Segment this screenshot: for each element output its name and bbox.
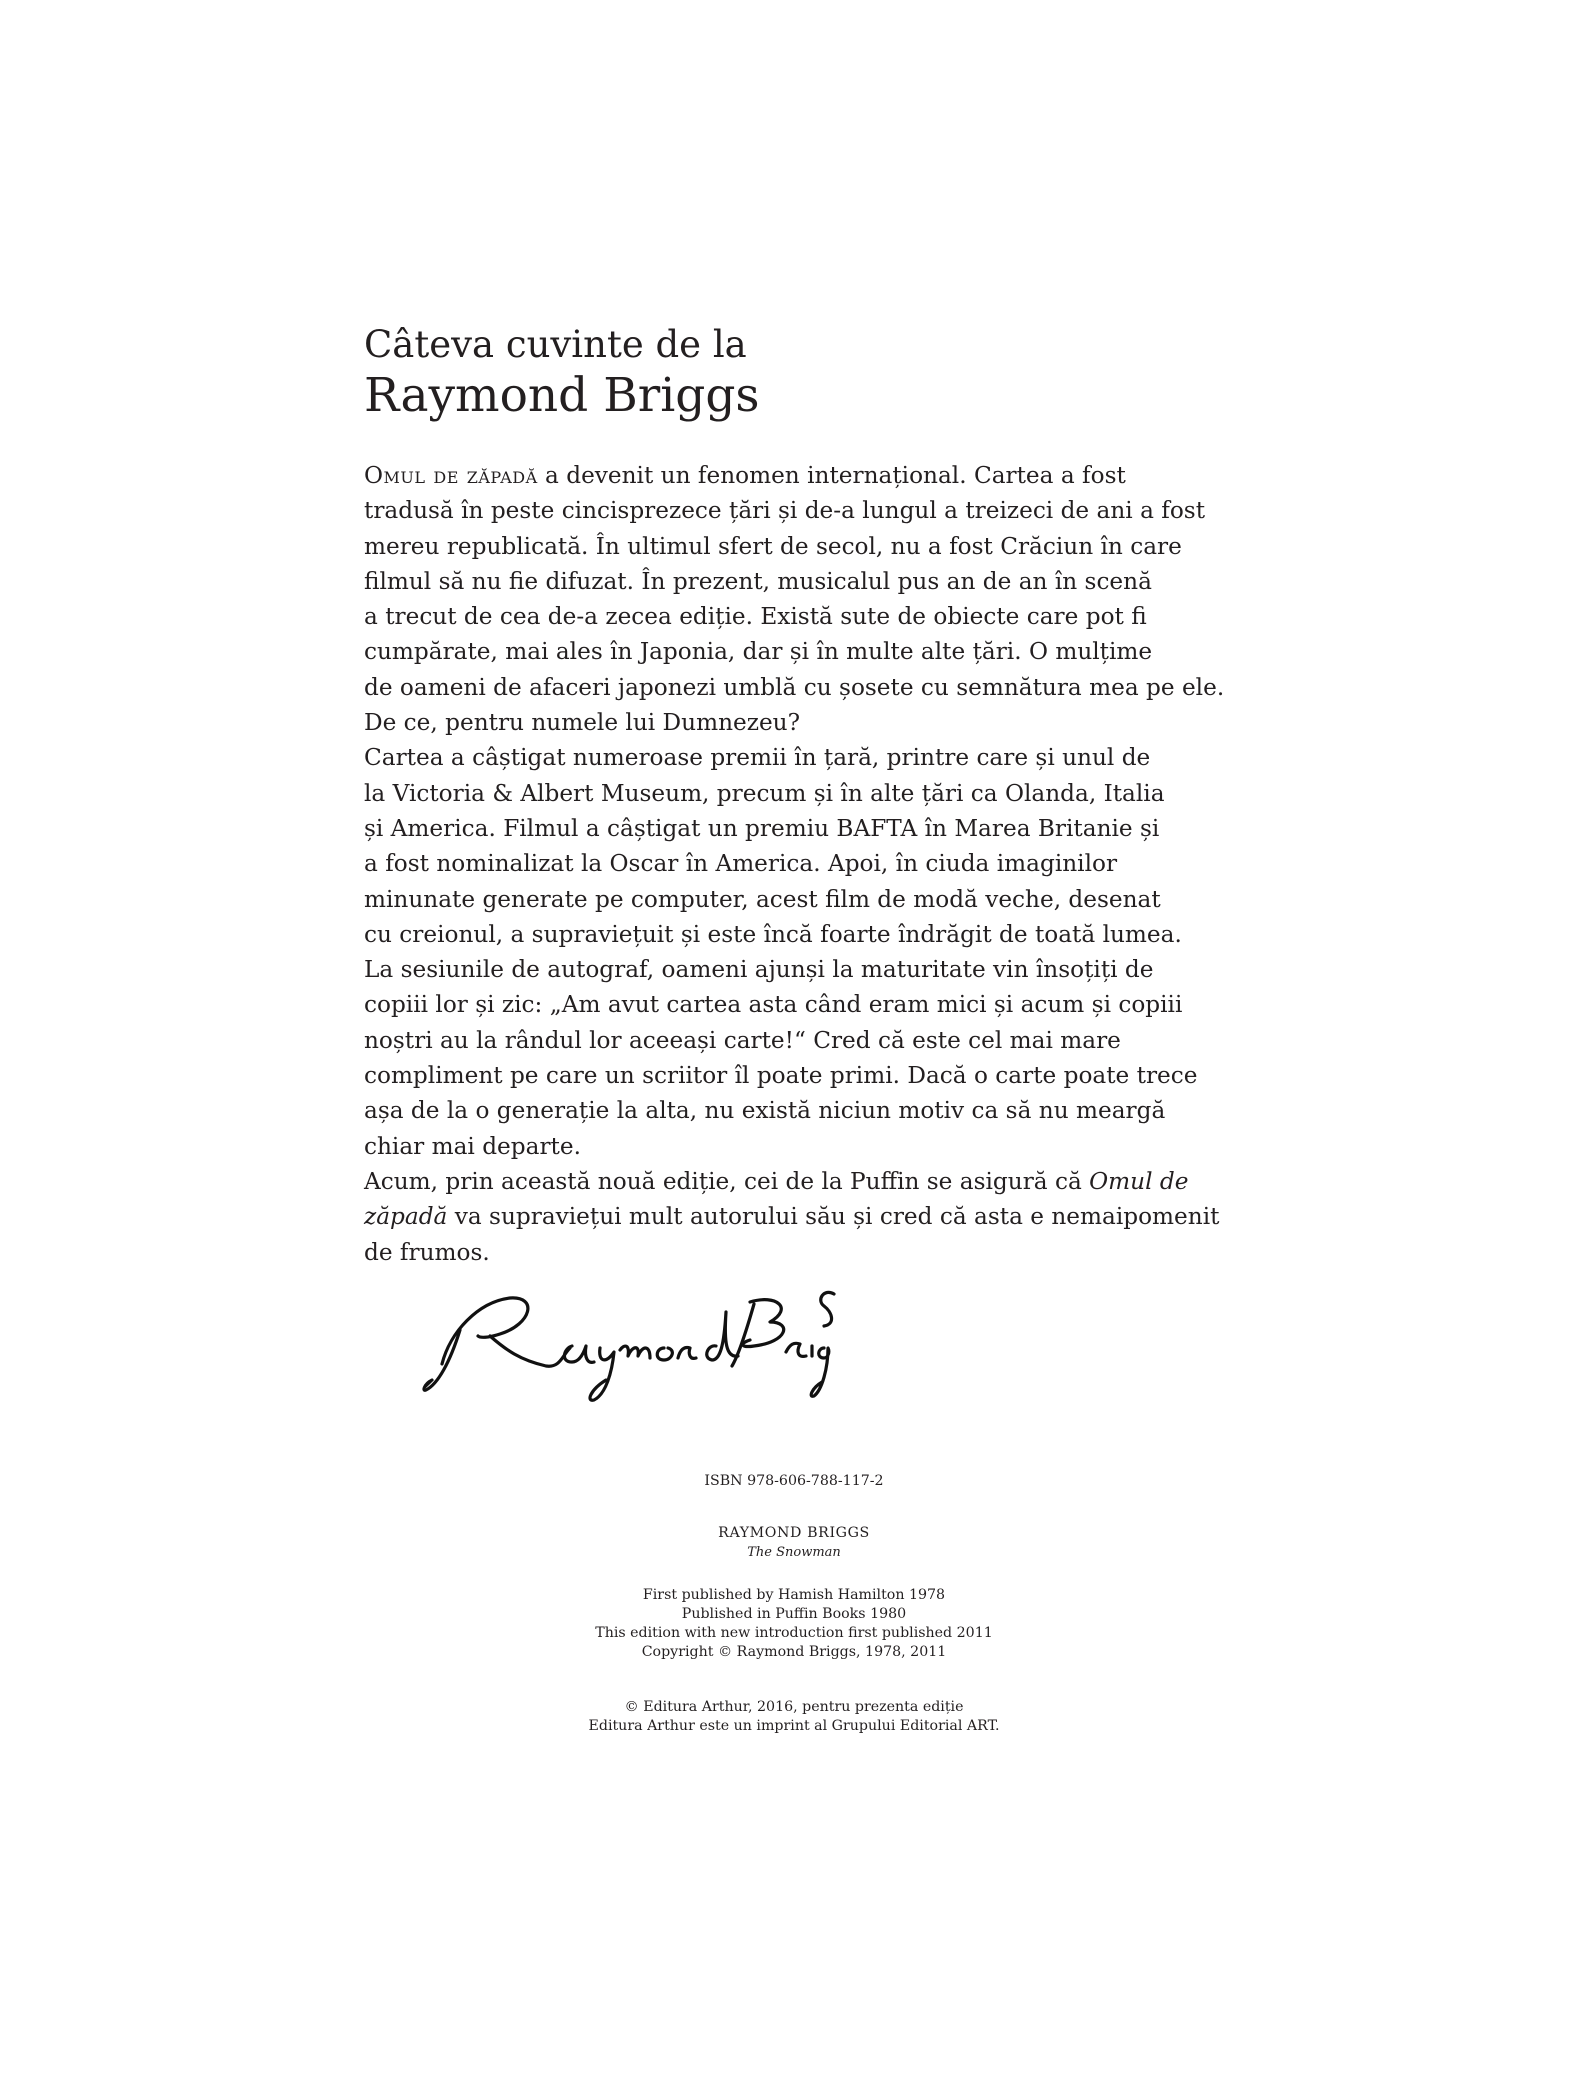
publication-line: This edition with new introduction first published 2011 [595,1625,993,1641]
heading-prefix: Câteva cuvinte de la [364,323,747,366]
introduction-section [364,322,1244,1270]
heading-author-name: Raymond Briggs [364,368,760,423]
text-line: și America. Filmul a câștigat un premiu BAFTA în Marea Britanie și [364,814,1160,842]
publication-line: First published by Hamish Hamilton 1978 [642,1587,946,1603]
text-line: De ce, pentru numele lui Dumnezeu? [364,709,801,737]
text-fragment: va supraviețui mult autorului său și cred că asta e nemaipomenit [447,1203,1220,1231]
isbn-block [0,1472,1588,1491]
text-fragment: a devenit un fenomen internațional. Cartea a fost [537,462,1126,489]
text-fragment: Acum, prin această nouă ediție, cei de la Puffin se asigură că [364,1167,1090,1195]
text-line: la Victoria & Albert Museum, precum și în alte țări ca Olanda, Italia [364,779,1165,807]
text-line: tradusă în peste cincisprezece țări și de-a lungul a treizeci de ani a fost [364,497,1206,525]
publisher-line: © Editura Arthur, 2016, pentru prezenta ediție [624,1699,964,1715]
text-line: mereu republicată. În ultimul sfert de secol, nu a fost Crăciun în care [364,532,1182,560]
text-line: cu creionul, a supraviețuit și este încă foarte îndrăgit de toată lumea. [364,920,1182,948]
book-title-small-caps: Omul de zăpadă [364,462,538,489]
author-title-block [0,1524,1588,1562]
text-line: Cartea a câștigat numeroase premii în țară, printre care și unul de [364,744,1151,772]
introduction-text [364,458,1244,1270]
publisher-line: Editura Arthur este un imprint al Grupului Editorial ART. [588,1718,1000,1734]
text-line: chiar mai departe. [364,1132,581,1160]
author-signature [420,1272,840,1422]
publication-line: Published in Puffin Books 1980 [681,1606,907,1622]
text-line: a fost nominalizat la Oscar în America. Apoi, în ciuda imaginilor [364,850,1118,878]
book-title-italic: zăpadă [364,1203,448,1231]
imprint-author: RAYMOND BRIGGS [718,1525,870,1541]
publication-history [0,1586,1588,1662]
text-line: minunate generate pe computer, acest film de modă veche, desenat [364,885,1161,913]
publisher-copyright [0,1698,1588,1736]
text-line [364,458,1244,493]
isbn-number: ISBN 978-606-788-117-2 [704,1473,884,1489]
text-line [364,1199,1244,1234]
text-line: noștri au la rândul lor aceeași carte!“ Cred că este cel mai mare [364,1026,1121,1054]
text-line [364,1164,1244,1199]
text-line: copiii lor și zic: „Am avut cartea asta când eram mici și acum și copiii [364,991,1183,1019]
text-line: de frumos. [364,1238,490,1266]
text-line: filmul să nu fie difuzat. În prezent, musicalul pus an de an în scenă [364,567,1152,595]
text-line: cumpărate, mai ales în Japonia, dar și în multe alte țări. O mulțime [364,638,1153,666]
copyright-line: Copyright © Raymond Briggs, 1978, 2011 [641,1644,947,1660]
text-line: compliment pe care un scriitor îl poate primi. Dacă o carte poate trece [364,1062,1198,1090]
text-line: așa de la o generație la alta, nu există niciun motiv ca să nu meargă [364,1097,1166,1125]
text-line: de oameni de afaceri japonezi umblă cu șosete cu semnătura mea pe ele. [364,673,1225,701]
text-line: La sesiunile de autograf, oameni ajunși la maturitate vin însoțiți de [364,956,1154,984]
book-title-italic: Omul de [1089,1167,1189,1195]
imprint-book-title: The Snowman [747,1545,841,1560]
text-line: a trecut de cea de-a zecea ediție. Există sute de obiecte care pot fi [364,603,1147,631]
